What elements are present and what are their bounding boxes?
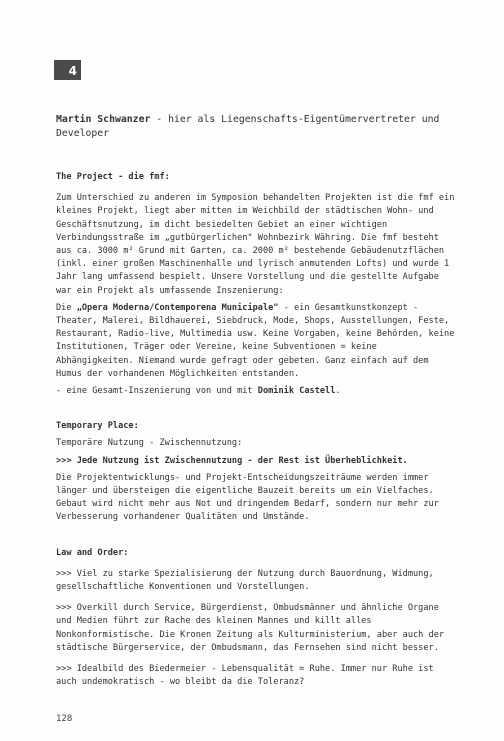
temporary-line-1: Temporäre Nutzung - Zwischennutzung:: [56, 438, 243, 449]
project-heading: The Project - die fmf:: [56, 172, 170, 182]
law-paragraph-3: >>> Idealbild des Biedermeier - Lebensqualität = Ruhe. Immer nur Ruhe ist auch undemokratisch - wo bleibt da die Toleranz?: [56, 664, 434, 688]
author-line: [56, 113, 456, 141]
author-name: Martin Schwanzer: [56, 114, 151, 125]
temporary-line-2: >>> Jede Nutzung ist Zwischennutzung - der Rest ist Überheblichkeit.: [56, 455, 408, 466]
text-span: - eine Gesamt-Inszenierung von und mit: [56, 386, 258, 397]
law-paragraph-1: >>> Viel zu starke Spezialisierung der Nutzung durch Bauordnung, Widmung, gesellschaftliche Konventionen und Vorstellungen.: [56, 568, 434, 593]
chapter-badge: [54, 60, 81, 80]
temporary-paragraph: Die Projektentwicklungs- und Projekt-Entscheidungszeiträume werden immer länger und übersteigen die eigentliche Bauzeit bereits um ein Vielfaches. Gebaut wird nicht mehr aus Not und dringendem Bedarf, sondern nur mehr zur Verbesserung vorhandener Qualitäten und Umstände.: [56, 472, 439, 523]
law-paragraph-2: >>> Overkill durch Service, Bürgerdienst, Ombudsmänner und ähnliche Organe und Medien führt zur Rache des kleinen Mannes und killt alles Nonkonformistische. Die Kronen Zeitung als Kulturministerium, aber auch der städtische Bürgerservice, der Ombudsmann, das Fernsehen sind nicht besser.: [56, 603, 445, 653]
temporary-heading: Temporary Place:: [56, 421, 139, 432]
text-span: .: [335, 386, 341, 397]
text-span: Die: [56, 302, 77, 313]
chapter-number: 4: [68, 64, 77, 78]
author-role: - hier als Liegenschafts-Eigentümervertreter und Developer: [56, 114, 440, 139]
page-content: [56, 113, 456, 690]
director-name: Dominik Castell: [257, 386, 336, 397]
law-heading: Law and Order:: [56, 547, 129, 558]
project-paragraph-2: [56, 302, 456, 381]
opera-title: „Opera Moderna/Contemporena Municipale": [76, 302, 279, 313]
page-number: 128: [56, 714, 73, 724]
project-paragraph-3: [56, 385, 456, 398]
text-span: - ein Gesamtkunstkonzept - Theater, Malerei, Bildhauerei, Siebdruck, Mode, Shops, Ausstellungen, Feste, Restaurant, Radio-live, Multimedia usw. Keine Vorgaben, keine Behörden, keine Institutionen, Träger oder Vereine, keine Subventionen = keine Abhängigkeiten. Niemand wurde gefragt oder gebeten. Ganz einfach auf dem Humus der vorhandenen Möglichkeiten entstanden.: [56, 302, 455, 379]
project-paragraph-1: Zum Unterschied zu anderen im Symposion behandelten Projekten ist die fmf ein kleines Projekt, liegt aber mitten im Weichbild der städtischen Wohn- und Geschäftsnutzung, im dicht besiedelten Gebiet an einer wichtigen Verbindungsstraße im „gutbürgerlichen" Wohnbezirk Währing. Die fmf besteht aus ca. 3000 m² Grund mit Garten, ca. 2000 m² bestehende Gebäudenutzflächen (inkl. einer großen Maschinenhalle und lyrisch anmutenden Lofts) und wurde 1 Jahr lang umfassend bespielt. Unsere Vorstellung und die gestellte Aufgabe war ein Projekt als umfassende Inszenierung:: [56, 193, 455, 296]
